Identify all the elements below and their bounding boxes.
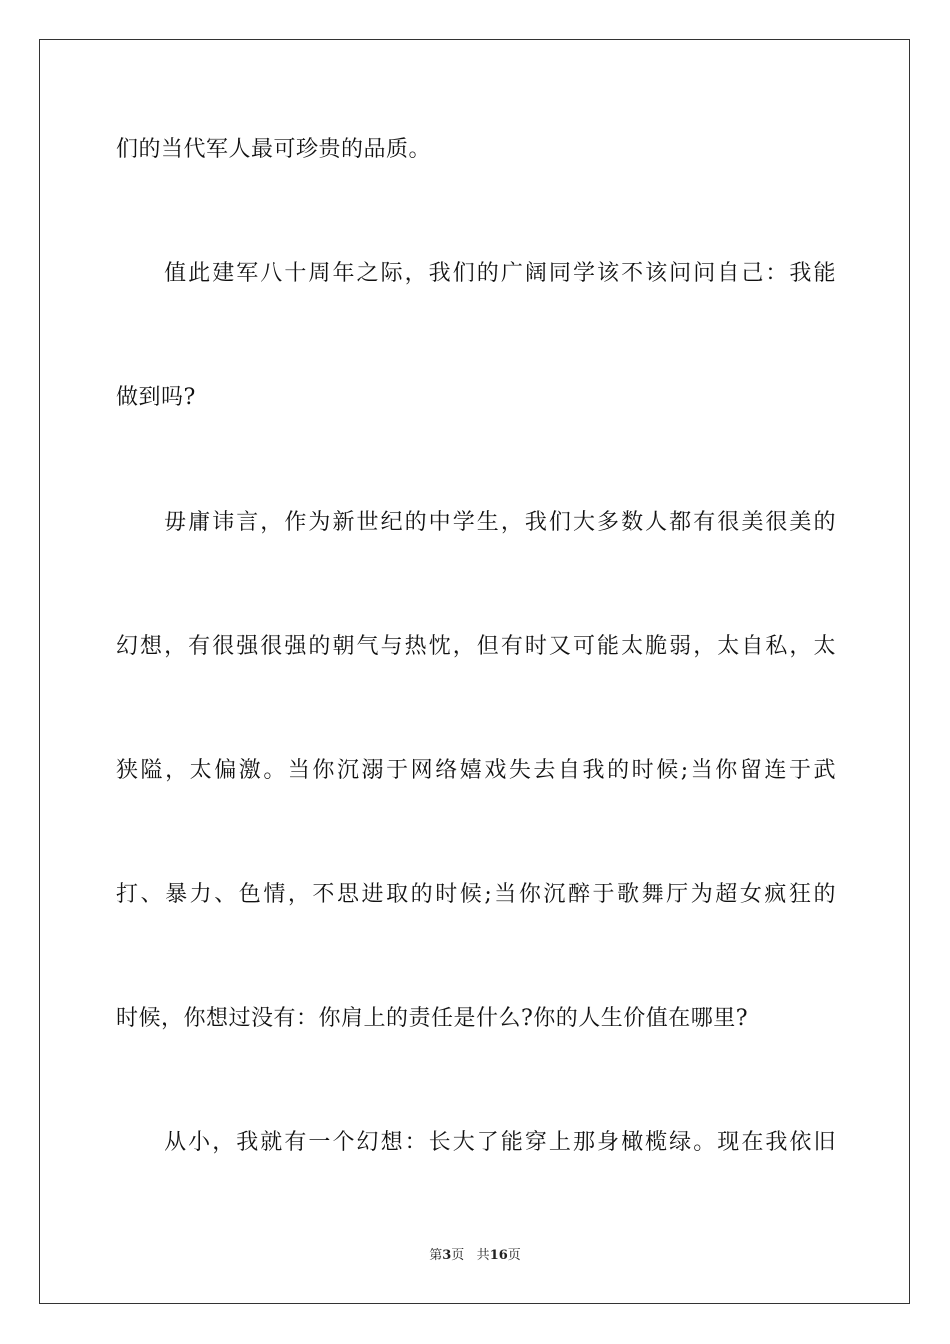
total-prefix: 共 xyxy=(476,1248,490,1263)
page-suffix: 页 xyxy=(451,1248,465,1263)
total-pages: 16 xyxy=(489,1248,508,1263)
text-line-5: 幻想，有很强很强的朝气与热忱，但有时又可能太脆弱，太自私，太 xyxy=(116,634,836,659)
page-prefix: 第 xyxy=(429,1248,443,1263)
page-footer xyxy=(0,1246,950,1266)
page-number: 3 xyxy=(442,1248,452,1263)
total-suffix: 页 xyxy=(507,1248,521,1263)
text-line-7: 打、暴力、色情，不思进取的时候;当你沉醉于歌舞厅为超女疯狂的 xyxy=(116,882,836,907)
text-line-6: 狭隘，太偏激。当你沉溺于网络嬉戏失去自我的时候;当你留连于武 xyxy=(116,758,836,783)
text-line-1: 们的当代军人最可珍贵的品质。 xyxy=(116,137,432,162)
text-line-4: 毋庸讳言，作为新世纪的中学生，我们大多数人都有很美很美的 xyxy=(116,510,836,535)
text-line-2: 值此建军八十周年之际，我们的广阔同学该不该问问自己：我能 xyxy=(116,261,836,286)
text-line-9: 从小，我就有一个幻想：长大了能穿上那身橄榄绿。现在我依旧 xyxy=(116,1130,836,1155)
text-line-3: 做到吗? xyxy=(116,385,196,410)
text-line-8: 时候，你想过没有：你肩上的责任是什么?你的人生价值在哪里? xyxy=(116,1006,749,1031)
page-border xyxy=(39,39,910,1304)
